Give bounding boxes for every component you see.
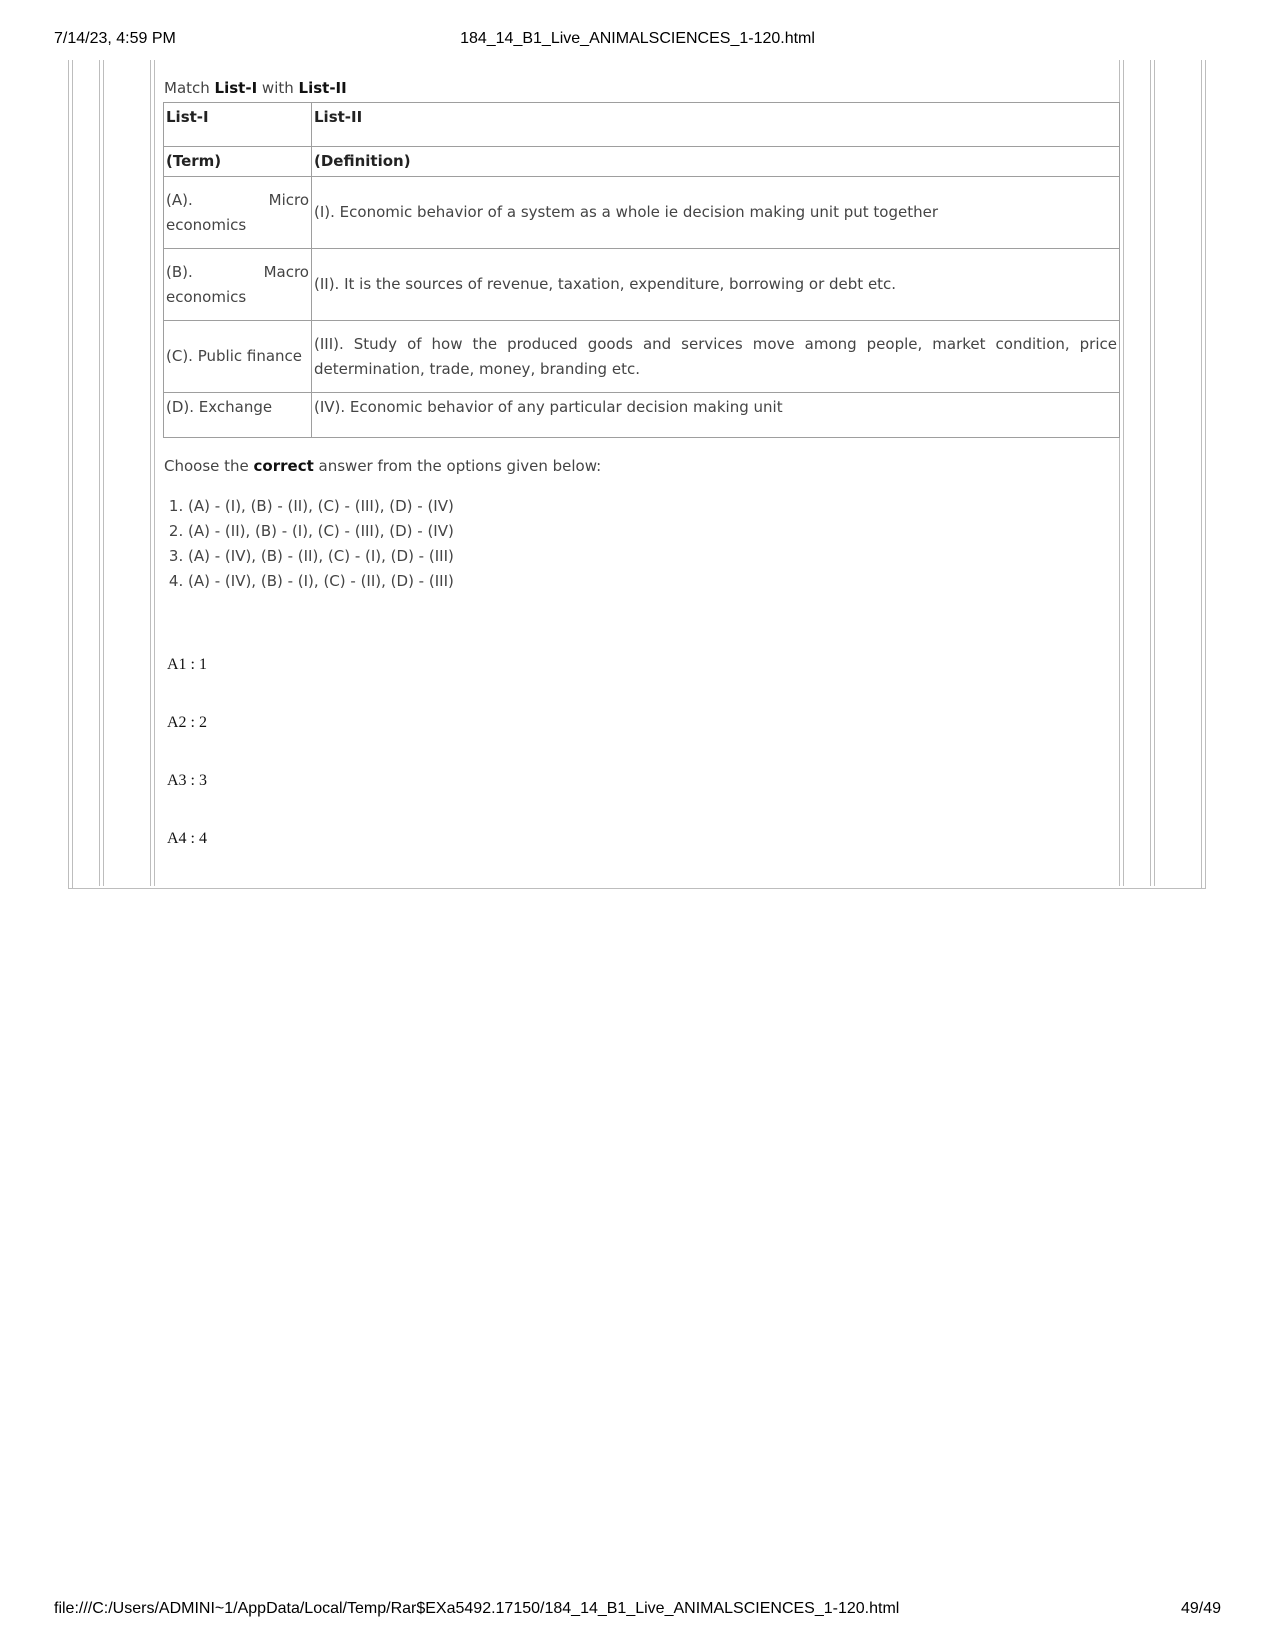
table-header-row	[164, 103, 1120, 147]
table-row	[164, 393, 1120, 438]
table-row	[164, 177, 1120, 249]
page-number: 49/49	[1180, 1600, 1221, 1617]
frame-divider	[99, 60, 100, 886]
definition-cell: (I). Economic behavior of a system as a whole ie decision making unit put together	[312, 177, 1120, 249]
table-row	[164, 321, 1120, 393]
table-subheader-row	[164, 147, 1120, 177]
question-intro: Match List-I with List-II	[164, 79, 347, 97]
match-table	[163, 102, 1120, 438]
choose-instruction: Choose the correct answer from the options given below:	[164, 457, 602, 475]
table-row	[164, 249, 1120, 321]
answer-option: A4 : 4	[167, 830, 207, 847]
definition-cell: (IV). Economic behavior of any particular decision making unit	[312, 393, 1120, 438]
frame-divider	[103, 60, 104, 886]
answer-option: A3 : 3	[167, 772, 207, 789]
header-term: (Term)	[164, 147, 312, 177]
frame-divider	[150, 60, 151, 886]
options-list	[163, 494, 1123, 594]
question-body	[163, 78, 1123, 594]
frame-divider	[1154, 60, 1155, 886]
list-item: 2. (A) - (II), (B) - (I), (C) - (III), (D) - (IV)	[188, 519, 1123, 544]
term-cell: (A). Micro economics	[164, 177, 312, 249]
frame-divider	[1150, 60, 1151, 886]
definition-cell: (III). Study of how the produced goods and services move among people, market condition, price determination, trade, money, branding etc.	[312, 321, 1120, 393]
answer-option: A2 : 2	[167, 714, 207, 731]
frame-divider	[1123, 60, 1124, 886]
answer-option: A1 : 1	[167, 656, 207, 673]
answer-list	[167, 656, 207, 888]
list-item: 3. (A) - (IV), (B) - (II), (C) - (I), (D) - (III)	[188, 544, 1123, 569]
print-url: file:///C:/Users/ADMINI~1/AppData/Local/Temp/Rar$EXa5492.17150/184_14_B1_Live_ANIMALSCIENCES_1-120.html	[54, 1600, 900, 1617]
header-list-1: List-I	[164, 103, 312, 147]
print-title: 184_14_B1_Live_ANIMALSCIENCES_1-120.html	[460, 30, 815, 47]
frame-divider	[154, 60, 155, 886]
print-date: 7/14/23, 4:59 PM	[54, 30, 176, 47]
list-item: 4. (A) - (IV), (B) - (I), (C) - (II), (D) - (III)	[188, 569, 1123, 594]
term-cell: (B). Macro economics	[164, 249, 312, 321]
header-list-2: List-II	[312, 103, 1120, 147]
term-cell: (D). Exchange	[164, 393, 312, 438]
definition-cell: (II). It is the sources of revenue, taxation, expenditure, borrowing or debt etc.	[312, 249, 1120, 321]
header-definition: (Definition)	[312, 147, 1120, 177]
list-item: 1. (A) - (I), (B) - (II), (C) - (III), (D) - (IV)	[188, 494, 1123, 519]
term-cell: (C). Public finance	[164, 321, 312, 393]
